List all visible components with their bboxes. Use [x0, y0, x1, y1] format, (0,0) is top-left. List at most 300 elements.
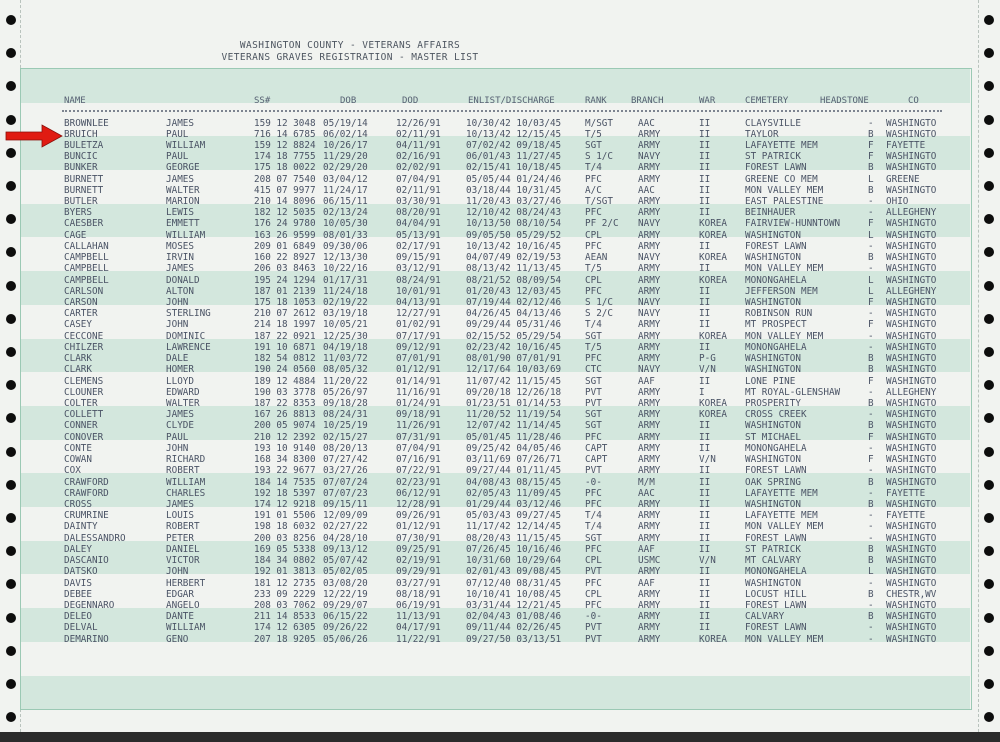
cell-hs: B [868, 398, 874, 409]
cell-hs: B [868, 252, 874, 264]
cell-dod: 02/19/91 [396, 555, 441, 567]
cell-service: 11/20/52 11/19/54 [466, 409, 562, 421]
cell-last: DELEO [64, 611, 92, 623]
cell-co: WASHINGTO [886, 633, 937, 645]
cell-co: WASHINGTO [886, 622, 937, 634]
cell-service: 10/13/50 08/10/54 [466, 218, 562, 230]
cell-branch: ARMY [638, 207, 661, 219]
cell-dod: 11/13/91 [396, 611, 441, 623]
cell-branch: ARMY [638, 398, 661, 409]
cell-ssn: 182 54 0812 [254, 353, 316, 365]
cell-service: 12/17/64 10/03/69 [466, 364, 562, 376]
cell-ssn: 195 24 1294 [254, 274, 316, 286]
cell-dob: 03/08/20 [323, 577, 368, 589]
col-name: NAME [64, 96, 86, 106]
table-row [0, 230, 1000, 241]
cell-branch: ARMY [638, 229, 661, 241]
cell-first: DOMINIC [166, 330, 206, 342]
cell-cemetery: WASHINGTON [745, 353, 801, 365]
cell-rank: PFC [585, 240, 602, 252]
cell-first: WILLIAM [166, 622, 206, 634]
cell-ssn: 190 24 0560 [254, 364, 316, 376]
cell-branch: USMC [638, 555, 661, 567]
table-row [0, 398, 1000, 409]
cell-service: 02/15/41 10/18/45 [466, 162, 562, 174]
cell-hs: B [868, 588, 874, 600]
cell-first: PAUL [166, 128, 189, 140]
cell-dod: 06/12/91 [396, 487, 441, 499]
report-subtitle: VETERANS GRAVES REGISTRATION - MASTER LIST [221, 52, 479, 63]
cell-last: DALEY [64, 543, 92, 555]
cell-rank: SGT [585, 139, 602, 151]
col-dob: DOB [340, 96, 357, 106]
cell-first: LOUIS [166, 510, 194, 522]
cell-dod: 03/12/91 [396, 263, 441, 275]
cell-cemetery: MT ROYAL-GLENSHAW [745, 386, 841, 398]
cell-service: 09/27/50 03/13/51 [466, 633, 562, 645]
cell-war: II [699, 196, 711, 208]
cell-hs: B [868, 162, 874, 174]
cell-dod: 01/12/91 [396, 364, 441, 376]
cell-ssn: 176 24 9780 [254, 218, 316, 230]
cell-branch: NAVY [638, 252, 661, 264]
cell-service: 05/05/44 01/24/46 [466, 173, 562, 185]
cell-dob: 07/07/24 [323, 476, 368, 488]
cell-branch: ARMY [638, 521, 661, 533]
cell-hs: L [868, 274, 874, 286]
cell-first: GENO [166, 633, 189, 645]
table-row [0, 196, 1000, 207]
table-row [0, 174, 1000, 185]
cell-dob: 05/06/26 [323, 633, 368, 645]
cell-dob: 05/07/42 [323, 555, 368, 567]
cell-rank: A/C [585, 184, 602, 196]
cell-hs: - [868, 442, 874, 454]
cell-branch: ARMY [638, 409, 661, 421]
cell-co: WASHINGTO [886, 431, 937, 443]
cell-first: ROBERT [166, 465, 200, 477]
cell-branch: NAVY [638, 308, 661, 320]
cell-branch: ARMY [638, 274, 661, 286]
cell-dod: 11/22/91 [396, 633, 441, 645]
cell-first: MARION [166, 196, 200, 208]
cell-hs: - [868, 117, 874, 129]
cell-branch: NAVY [638, 151, 661, 163]
col-war: WAR [699, 96, 716, 106]
table-row [0, 521, 1000, 532]
col-enlist-discharge: ENLIST/DISCHARGE [468, 96, 555, 106]
cell-rank: PVT [585, 386, 602, 398]
cell-last: DALESSANDRO [64, 532, 126, 544]
cell-last: DATSKO [64, 566, 98, 578]
cell-dob: 07/07/23 [323, 487, 368, 499]
cell-branch: M/M [638, 476, 655, 488]
cell-ssn: 181 12 2735 [254, 577, 316, 589]
cell-hs: F [868, 151, 874, 163]
cell-first: VICTOR [166, 555, 200, 567]
table-row [0, 477, 1000, 488]
cell-cemetery: MONONGAHELA [745, 566, 807, 578]
cell-last: COLLETT [64, 409, 104, 421]
cell-dob: 10/05/21 [323, 319, 368, 331]
cell-ssn: 167 26 8813 [254, 409, 316, 421]
cell-service: 07/19/44 02/12/46 [466, 297, 562, 309]
cell-hs: - [868, 599, 874, 611]
cell-dob: 11/24/18 [323, 285, 368, 297]
cell-co: WASHINGTO [886, 599, 937, 611]
cell-branch: ARMY [638, 465, 661, 477]
cell-service: 09/25/42 04/05/46 [466, 442, 562, 454]
cell-last: CAMPBELL [64, 274, 109, 286]
cell-first: ALTON [166, 285, 194, 297]
cell-rank: PFC [585, 285, 602, 297]
cell-co: WASHINGTO [886, 420, 937, 432]
cell-rank: PVT [585, 465, 602, 477]
cell-dod: 02/11/91 [396, 184, 441, 196]
cell-dod: 09/29/91 [396, 566, 441, 578]
cell-dob: 05/26/97 [323, 386, 368, 398]
cell-dod: 04/13/91 [396, 297, 441, 309]
cell-war: II [699, 543, 711, 555]
cell-service: 08/20/43 11/15/45 [466, 532, 562, 544]
cell-war: II [699, 308, 711, 320]
cell-co: WASHINGTO [886, 151, 937, 163]
cell-cemetery: MONONGAHELA [745, 341, 807, 353]
cell-war: II [699, 139, 711, 151]
cell-ssn: 207 18 9205 [254, 633, 316, 645]
cell-war: II [699, 151, 711, 163]
cell-last: CASEY [64, 319, 92, 331]
cell-service: 02/04/43 01/08/46 [466, 611, 562, 623]
cell-first: DONALD [166, 274, 200, 286]
cell-hs: B [868, 420, 874, 432]
cell-dod: 12/28/91 [396, 498, 441, 510]
cell-ssn: 210 14 8096 [254, 196, 316, 208]
cell-first: LLOYD [166, 375, 194, 387]
cell-dob: 05/02/05 [323, 566, 368, 578]
cell-first: IRVIN [166, 252, 194, 264]
cell-cemetery: ROBINSON RUN [745, 308, 813, 320]
table-row [0, 263, 1000, 274]
cell-dod: 08/18/91 [396, 588, 441, 600]
cell-dob: 11/20/22 [323, 375, 368, 387]
cell-co: FAYETTE [886, 510, 926, 522]
cell-first: JOHN [166, 319, 189, 331]
cell-ssn: 192 01 3813 [254, 566, 316, 578]
cell-service: 10/10/41 10/08/45 [466, 588, 562, 600]
cell-dod: 09/18/91 [396, 409, 441, 421]
cell-rank: PFC [585, 487, 602, 499]
cell-branch: ARMY [638, 386, 661, 398]
cell-last: DELVAL [64, 622, 98, 634]
cell-first: ROBERT [166, 521, 200, 533]
table-row [0, 600, 1000, 611]
cell-hs: L [868, 285, 874, 297]
cell-cemetery: WASHINGTON [745, 420, 801, 432]
cell-rank: PVT [585, 633, 602, 645]
cell-hs: - [868, 577, 874, 589]
cell-ssn: 184 14 7535 [254, 476, 316, 488]
cell-war: II [699, 420, 711, 432]
cell-ssn: 159 12 8824 [254, 139, 316, 151]
cell-rank: PF 2/C [585, 218, 619, 230]
cell-rank: SGT [585, 330, 602, 342]
cell-cemetery: MON VALLEY MEM [745, 184, 824, 196]
cell-last: CONNER [64, 420, 98, 432]
cell-dod: 01/24/91 [396, 398, 441, 409]
cell-last: CROSS [64, 498, 92, 510]
cell-dod: 07/22/91 [396, 465, 441, 477]
cell-rank: PFC [585, 207, 602, 219]
cell-dob: 02/15/27 [323, 431, 368, 443]
cell-last: DEMARINO [64, 633, 109, 645]
cell-war: II [699, 341, 711, 353]
cell-ssn: 716 14 6785 [254, 128, 316, 140]
cell-co: WASHINGTO [886, 454, 937, 466]
cell-branch: ARMY [638, 173, 661, 185]
cell-branch: ARMY [638, 263, 661, 275]
cell-dod: 02/23/91 [396, 476, 441, 488]
cell-ssn: 415 07 9977 [254, 184, 316, 196]
cell-cemetery: MT CALVARY [745, 555, 801, 567]
cell-war: II [699, 577, 711, 589]
table-row [0, 443, 1000, 454]
table-row [0, 252, 1000, 263]
cell-dob: 08/01/33 [323, 229, 368, 241]
cell-service: 03/31/44 12/21/45 [466, 599, 562, 611]
table-row [0, 331, 1000, 342]
cell-branch: ARMY [638, 196, 661, 208]
table-row [0, 578, 1000, 589]
cell-last: CHILZER [64, 341, 104, 353]
cell-dod: 07/04/91 [396, 442, 441, 454]
cell-first: WILLIAM [166, 476, 206, 488]
cell-war: II [699, 297, 711, 309]
cell-war: II [699, 117, 711, 129]
cell-ssn: 163 26 9599 [254, 229, 316, 241]
cell-last: CLOUNER [64, 386, 104, 398]
cell-last: COLTER [64, 398, 98, 409]
cell-branch: ARMY [638, 498, 661, 510]
cell-service: 04/26/45 04/13/46 [466, 308, 562, 320]
col-co: CO [908, 96, 919, 106]
cell-ssn: 184 34 0802 [254, 555, 316, 567]
table-row [0, 555, 1000, 566]
cell-last: CLARK [64, 353, 92, 365]
cell-branch: ARMY [638, 611, 661, 623]
cell-dob: 06/15/11 [323, 196, 368, 208]
cell-branch: ARMY [638, 341, 661, 353]
cell-cemetery: FOREST LAWN [745, 532, 807, 544]
cell-ssn: 174 12 6305 [254, 622, 316, 634]
cell-service: 08/01/90 07/01/91 [466, 353, 562, 365]
cell-dob: 08/20/13 [323, 442, 368, 454]
cell-dod: 05/13/91 [396, 229, 441, 241]
table-row [0, 364, 1000, 375]
cell-first: LEWIS [166, 207, 194, 219]
cell-dod: 02/02/91 [396, 162, 441, 174]
cell-dod: 07/16/91 [396, 454, 441, 466]
cell-co: WASHINGTO [886, 577, 937, 589]
cell-hs: - [868, 633, 874, 645]
cell-hs: - [868, 263, 874, 275]
cell-cemetery: FOREST LAWN [745, 622, 807, 634]
cell-dob: 07/27/42 [323, 454, 368, 466]
cell-rank: SGT [585, 375, 602, 387]
cell-service: 09/29/44 05/31/46 [466, 319, 562, 331]
cell-co: WASHINGTO [886, 442, 937, 454]
cell-dob: 09/15/11 [323, 498, 368, 510]
cell-cemetery: ST MICHAEL [745, 431, 801, 443]
cell-ssn: 159 12 3048 [254, 117, 316, 129]
cell-dob: 08/24/31 [323, 409, 368, 421]
col-branch: BRANCH [631, 96, 664, 106]
cell-co: WASHINGTO [886, 341, 937, 353]
cell-cemetery: MON VALLEY MEM [745, 263, 824, 275]
cell-last: BUTLER [64, 196, 98, 208]
cell-co: WASHINGTO [886, 566, 937, 578]
cell-hs: L [868, 566, 874, 578]
cell-rank: -0- [585, 611, 602, 623]
col-headstone: HEADSTONE [820, 96, 869, 106]
cell-ssn: 211 14 8533 [254, 611, 316, 623]
cell-branch: ARMY [638, 442, 661, 454]
cell-service: 01/23/51 01/14/53 [466, 398, 562, 409]
cell-branch: NAVY [638, 218, 661, 230]
cell-ssn: 175 18 1053 [254, 297, 316, 309]
cell-cemetery: PROSPERITY [745, 398, 801, 409]
cell-co: WASHINGTO [886, 128, 937, 140]
cell-cemetery: WASHINGTON [745, 297, 801, 309]
cell-first: JOHN [166, 566, 189, 578]
cell-hs: F [868, 454, 874, 466]
table-row [0, 129, 1000, 140]
cell-last: DASCANIO [64, 555, 109, 567]
cell-ssn: 193 10 9140 [254, 442, 316, 454]
cell-co: WASHINGTO [886, 330, 937, 342]
cell-branch: ARMY [638, 510, 661, 522]
cell-last: BULETZA [64, 139, 104, 151]
col-ssn: SS# [254, 96, 271, 106]
cell-rank: T/4 [585, 319, 602, 331]
cell-dod: 04/11/91 [396, 139, 441, 151]
cell-hs: - [868, 330, 874, 342]
table-row [0, 465, 1000, 476]
cell-hs: B [868, 184, 874, 196]
cell-last: BURNETT [64, 184, 104, 196]
cell-co: WASHINGTO [886, 532, 937, 544]
cell-rank: T/5 [585, 128, 602, 140]
table-row [0, 118, 1000, 129]
cell-hs: B [868, 476, 874, 488]
cell-co: WASHINGTO [886, 465, 937, 477]
table-row [0, 275, 1000, 286]
cell-dob: 02/27/22 [323, 521, 368, 533]
cell-rank: SGT [585, 532, 602, 544]
cell-hs: B [868, 353, 874, 365]
cell-last: CRAWFORD [64, 476, 109, 488]
cell-branch: ARMY [638, 319, 661, 331]
cell-first: ANGELO [166, 599, 200, 611]
cell-dod: 01/14/91 [396, 375, 441, 387]
cell-dod: 08/20/91 [396, 207, 441, 219]
table-row [0, 319, 1000, 330]
cell-dob: 02/19/22 [323, 297, 368, 309]
cell-cemetery: MONONGAHELA [745, 442, 807, 454]
cell-service: 08/21/52 08/09/54 [466, 274, 562, 286]
cell-war: II [699, 173, 711, 185]
cell-ssn: 187 22 8353 [254, 398, 316, 409]
cell-dob: 11/24/17 [323, 184, 368, 196]
table-row [0, 353, 1000, 364]
table-row [0, 342, 1000, 353]
cell-dod: 03/27/91 [396, 577, 441, 589]
cell-cemetery: LOCUST HILL [745, 588, 807, 600]
cell-dob: 04/28/10 [323, 532, 368, 544]
cell-war: II [699, 442, 711, 454]
cell-cemetery: MONONGAHELA [745, 274, 807, 286]
cell-co: WASHINGTO [886, 162, 937, 174]
cell-war: KOREA [699, 218, 727, 230]
col-rank: RANK [585, 96, 607, 106]
cell-war: V/N [699, 555, 716, 567]
cell-first: EMMETT [166, 218, 200, 230]
cell-dob: 03/19/18 [323, 308, 368, 320]
cell-cemetery: MON VALLEY MEM [745, 521, 824, 533]
table-row [0, 387, 1000, 398]
cell-ssn: 192 18 5397 [254, 487, 316, 499]
cell-rank: S 2/C [585, 308, 613, 320]
cell-co: FAYETTE [886, 139, 926, 151]
cell-rank: CTC [585, 364, 602, 376]
table-row [0, 432, 1000, 443]
cell-cemetery: CLAYSVILLE [745, 117, 801, 129]
cell-ssn: 190 03 3778 [254, 386, 316, 398]
cell-service: 04/07/49 02/19/53 [466, 252, 562, 264]
cell-hs: B [868, 498, 874, 510]
cell-first: EDGAR [166, 588, 194, 600]
cell-last: DAVIS [64, 577, 92, 589]
cell-co: WASHINGTO [886, 117, 937, 129]
cell-dob: 10/26/17 [323, 139, 368, 151]
cell-ssn: 214 18 1997 [254, 319, 316, 331]
cell-first: RICHARD [166, 454, 206, 466]
cell-branch: ARMY [638, 599, 661, 611]
cell-first: GEORGE [166, 162, 200, 174]
cell-service: 09/27/44 01/11/45 [466, 465, 562, 477]
cell-service: 02/23/42 10/16/45 [466, 341, 562, 353]
cell-ssn: 191 10 6871 [254, 341, 316, 353]
cell-ssn: 187 01 2139 [254, 285, 316, 297]
cell-co: WASHINGTO [886, 409, 937, 421]
cell-service: 09/11/44 02/26/45 [466, 622, 562, 634]
cell-service: 02/01/43 09/08/45 [466, 566, 562, 578]
cell-cemetery: LAFAYETTE MEM [745, 510, 818, 522]
cell-hs: F [868, 375, 874, 387]
cell-co: WASHINGTO [886, 184, 937, 196]
cell-rank: S 1/C [585, 151, 613, 163]
table-row [0, 162, 1000, 173]
cell-hs: - [868, 622, 874, 634]
cell-cemetery: WASHINGTON [745, 229, 801, 241]
cell-dod: 02/11/91 [396, 128, 441, 140]
cell-co: WASHINGTO [886, 555, 937, 567]
cell-cemetery: MON VALLEY MEM [745, 633, 824, 645]
cell-branch: ARMY [638, 431, 661, 443]
cell-dob: 02/13/24 [323, 207, 368, 219]
cell-dob: 11/29/20 [323, 151, 368, 163]
cell-first: WALTER [166, 184, 200, 196]
